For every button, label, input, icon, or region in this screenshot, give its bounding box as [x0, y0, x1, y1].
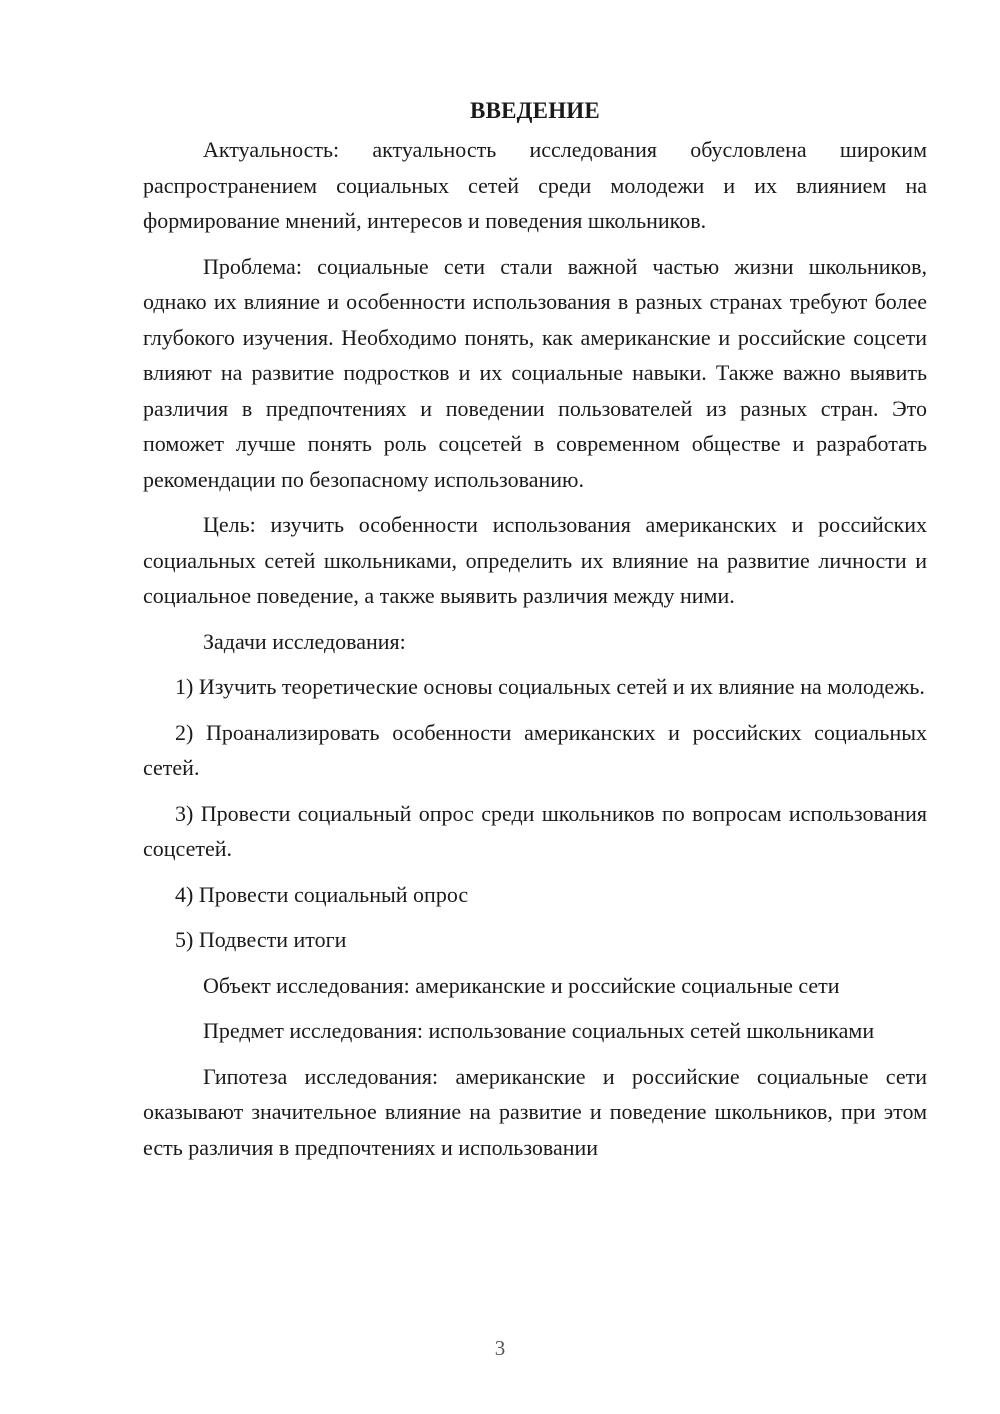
paragraph-object: Объект исследования: американские и российские социальные сети — [203, 972, 840, 998]
document-page — [143, 96, 927, 1175]
paragraph-problem: Проблема: социальные сети стали важной частью жизни школьников, однако их влияние и особенности использования в разных странах требуют более глубокого изучения. Необходимо понять, как американские и российские соцсети влияют на развитие подростков и их социальные навыки. Также важно выявить различия в предпочтениях и поведении пользователей из разных стран. Это поможет лучше понять роль соцсетей в современном обществе и разработать рекомендации по безопасному использованию. — [143, 253, 927, 492]
paragraph-relevance: Актуальность: актуальность исследования обусловлена широким распространением социальных сетей среди молодежи и их влиянием на формирование мнений, интересов и поведения школьников. — [143, 137, 927, 233]
task-item-5: 5) Подвести итоги — [175, 927, 347, 952]
paragraph-hypothesis: Гипотеза исследования: американские и российские социальные сети оказывают значительное влияние на развитие и поведение школьников, при этом есть различия в предпочтениях и использовании — [143, 1063, 927, 1160]
task-item-1: 1) Изучить теоретические основы социальных сетей и их влияние на молодежь. — [175, 674, 925, 699]
task-item-2: 2) Проанализировать особенности американских и российских социальных сетей. — [143, 719, 927, 780]
task-item-3: 3) Провести социальный опрос среди школьников по вопросам использования соцсетей. — [143, 800, 927, 861]
document-heading: ВВЕДЕНИЕ — [470, 98, 600, 123]
paragraph-goal: Цель: изучить особенности использования американских и российских социальных сетей школьниками, определить их влияние на развитие личности и социальное поведение, а также выявить различия между ними. — [143, 512, 927, 608]
task-item-4: 4) Провести социальный опрос — [175, 881, 469, 907]
page-number: 3 — [494, 1336, 506, 1360]
tasks-title: Задачи исследования: — [203, 628, 406, 654]
paragraph-subject: Предмет исследования: использование социальных сетей школьниками — [203, 1018, 875, 1043]
